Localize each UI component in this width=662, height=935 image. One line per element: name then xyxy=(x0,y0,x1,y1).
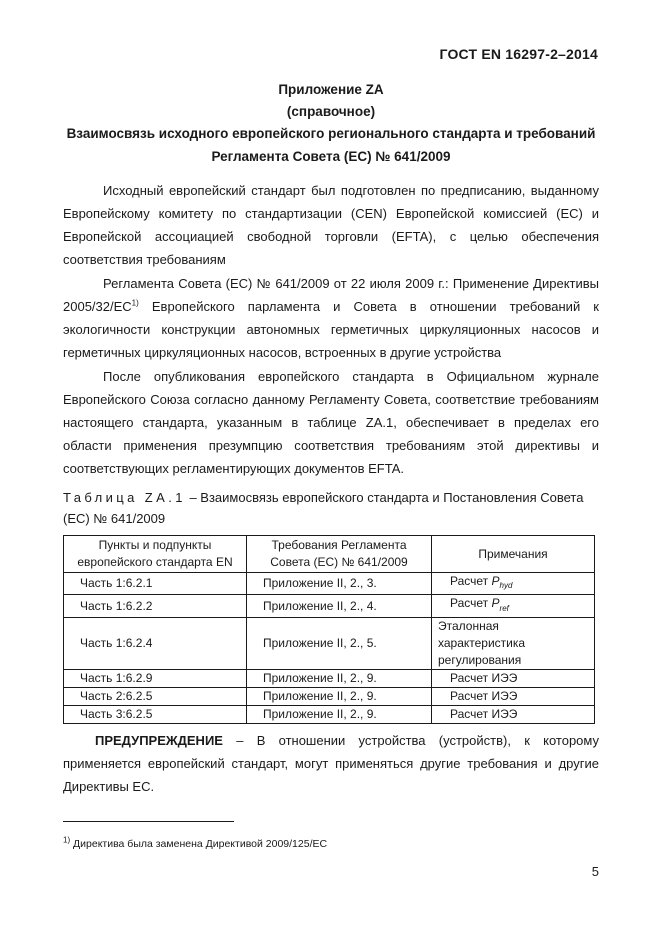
table-caption xyxy=(63,487,599,529)
note-symbol: P xyxy=(491,574,500,588)
table-header-row xyxy=(64,536,595,573)
header-clauses: Пункты и подпункты европейского стандарта EN xyxy=(64,536,247,573)
correspondence-table xyxy=(63,535,595,724)
paragraph-presumption: После опубликования европейского стандарта в Официальном журнале Европейского Союза согласно данному Регламенту Совета, соответствие требованиям настоящего стандарта, указанным в таблице ZA.1, обеспечивает в пределах его области применения презумпцию соответствия требованиям этой директивы и соответствующих регламентирующих документов EFTA. xyxy=(63,369,599,476)
table-row xyxy=(64,573,595,595)
table-row xyxy=(64,617,595,669)
note-text: Расчет xyxy=(450,574,492,588)
cell-clause: Часть 1:6.2.1 xyxy=(64,573,247,595)
note-symbol: P xyxy=(491,596,500,611)
cell-clause: Часть 1:6.2.4 xyxy=(64,617,247,669)
cell-requirement: Приложение II, 2., 9. xyxy=(247,669,432,687)
annex-heading xyxy=(0,122,662,168)
annex-heading-line1: Взаимосвязь исходного европейского регионального стандарта и требований xyxy=(66,126,596,141)
cell-requirement: Приложение II, 2., 9. xyxy=(247,705,432,723)
cell-note: Расчет ИЭЭ xyxy=(432,687,595,705)
cell-note: Расчет ИЭЭ xyxy=(432,705,595,723)
warning-text: – В отношении устройства (устройств), к которому применяется европейский стандарт, могут применяться другие требования и другие Директивы ЕС. xyxy=(63,733,599,794)
warning-label: ПРЕДУПРЕЖДЕНИЕ xyxy=(95,733,223,748)
note-subscript: hyd xyxy=(499,581,513,591)
footnote-marker: 1) xyxy=(63,835,71,845)
note-subscript: ref xyxy=(499,603,509,613)
paragraph-regulation xyxy=(63,272,599,364)
footnote-text: Директива была заменена Директивой 2009/125/ЕС xyxy=(70,838,328,850)
header-notes: Примечания xyxy=(432,536,595,573)
standard-code: ГОСТ EN 16297-2–2014 xyxy=(439,46,598,62)
cell-note: Эталонная характеристика регулирования xyxy=(432,617,595,669)
cell-clause: Часть 2:6.2.5 xyxy=(64,687,247,705)
annex-subtitle: (справочное) xyxy=(286,104,376,119)
cell-note xyxy=(432,595,595,617)
cell-requirement: Приложение II, 2., 5. xyxy=(247,617,432,669)
page-number: 5 xyxy=(591,864,599,879)
table-row xyxy=(64,595,595,617)
footnote-divider xyxy=(63,821,234,822)
cell-note: Расчет ИЭЭ xyxy=(432,669,595,687)
cell-requirement: Приложение II, 2., 9. xyxy=(247,687,432,705)
cell-clause: Часть 1:6.2.2 xyxy=(64,595,247,617)
cell-clause: Часть 3:6.2.5 xyxy=(64,705,247,723)
table-row xyxy=(64,705,595,723)
header-requirements: Требования Регламента Совета (ЕС) № 641/2009 xyxy=(247,536,432,573)
table-row xyxy=(64,669,595,687)
table-caption-label: Таблица ZA.1 xyxy=(63,490,186,505)
paragraph-regulation-part2: Европейского парламента и Совета в отношении требований к экологичности конструкции автономных герметичных циркуляционных насосов и герметичных циркуляционных насосов, встроенных в другие устройства xyxy=(63,299,599,360)
paragraph-intro: Исходный европейский стандарт был подготовлен по предписанию, выданному Европейскому комитету по стандартизации (CEN) Европейской комиссией (ЕС) и Европейской ассоциацией свободной торговли (EFTA), с целью обеспечения соответствия требованиям xyxy=(63,183,599,267)
cell-requirement: Приложение II, 2., 4. xyxy=(247,595,432,617)
annex-heading-line2: Регламента Совета (ЕС) № 641/2009 xyxy=(211,149,451,164)
paragraph-regulation-part1: Регламента Совета (ЕС) № 641/2009 от 22 июля 2009 г.: Применение Директивы 2005/32/ЕС xyxy=(63,276,599,314)
cell-note xyxy=(432,573,595,595)
footnote xyxy=(63,835,328,851)
cell-requirement: Приложение II, 2., 3. xyxy=(247,573,432,595)
table-caption-text: – Взаимосвязь европейского стандарта и Постановления Совета (ЕС) № 641/2009 xyxy=(63,490,584,526)
warning-paragraph xyxy=(63,729,599,798)
cell-clause: Часть 1:6.2.9 xyxy=(64,669,247,687)
note-text: Расчет xyxy=(450,596,492,611)
table-row xyxy=(64,687,595,705)
annex-title: Приложение ZA xyxy=(278,82,384,97)
footnote-ref: 1) xyxy=(131,298,139,308)
